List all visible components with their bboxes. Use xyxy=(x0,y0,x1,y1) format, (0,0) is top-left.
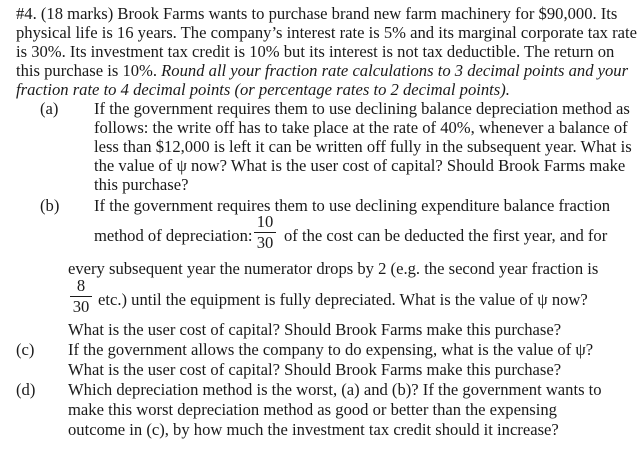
intro-line-1: #4. (18 marks) Brook Farms wants to purchase brand new farm machinery for $90,000. Its xyxy=(16,4,618,23)
fraction-numerator: 10 xyxy=(256,212,274,231)
part-b-line-1: If the government requires them to use declining expenditure balance fraction xyxy=(94,196,611,215)
part-d-label: (d) xyxy=(16,380,36,399)
part-b-line-4: etc.) until the equipment is fully depreciated. What is the value of ψ now? xyxy=(98,290,588,309)
part-c-label: (c) xyxy=(16,340,35,359)
part-d-line-3: outcome in (c), by how much the investment tax credit should it increase? xyxy=(68,420,559,439)
intro-line-2: physical life is 16 years. The company’s interest rate is 5% and its marginal corporate tax rate xyxy=(16,23,637,42)
fraction-denominator: 30 xyxy=(256,233,274,252)
part-a-line-5: this purchase? xyxy=(94,175,189,194)
intro-line-5: fraction rate to 4 decimal points (or percentage rates to 2 decimal points). xyxy=(16,80,510,99)
intro-line-4-italic: Round all your fraction rate calculations to 3 decimal points and your xyxy=(161,61,629,80)
part-a-line-3: less than $12,000 is left it can be written off fully in the subsequent year. What is xyxy=(94,137,632,156)
part-a-line-2: follows: the write off has to take place at the rate of 40%, whenever a balance of xyxy=(94,118,628,137)
fraction-numerator: 8 xyxy=(76,276,86,295)
part-a-label: (a) xyxy=(40,99,59,118)
part-a-line-1: If the government requires them to use declining balance depreciation method as xyxy=(94,99,630,118)
part-b-label: (b) xyxy=(40,196,60,215)
fraction-denominator: 30 xyxy=(72,297,90,316)
part-b-line-2-pre: method of depreciation: xyxy=(94,226,253,245)
fraction-10-30 xyxy=(254,213,276,252)
intro-line-3: is 30%. Its investment tax credit is 10% but its interest is not tax deductible. The return on xyxy=(16,42,615,61)
part-c-line-2: What is the user cost of capital? Should Brook Farms make this purchase? xyxy=(68,360,562,379)
part-d-line-2: make this worst depreciation method as good or better than the expensing xyxy=(68,400,557,419)
part-b-line-5: What is the user cost of capital? Should Brook Farms make this purchase? xyxy=(68,320,562,339)
part-b-line-3: every subsequent year the numerator drops by 2 (e.g. the second year fraction is xyxy=(68,259,599,278)
part-b-line-2-post: of the cost can be deducted the first year, and for xyxy=(284,226,608,245)
part-d-line-1: Which depreciation method is the worst, (a) and (b)? If the government wants to xyxy=(68,380,602,399)
intro-line-4 xyxy=(16,61,628,81)
part-a-line-4: the value of ψ now? What is the user cost of capital? Should Brook Farms make xyxy=(94,156,626,175)
fraction-8-30 xyxy=(70,277,92,316)
intro-line-4-plain: this purchase is 10%. xyxy=(16,61,162,80)
part-c-line-1: If the government allows the company to do expensing, what is the value of ψ? xyxy=(68,340,594,359)
